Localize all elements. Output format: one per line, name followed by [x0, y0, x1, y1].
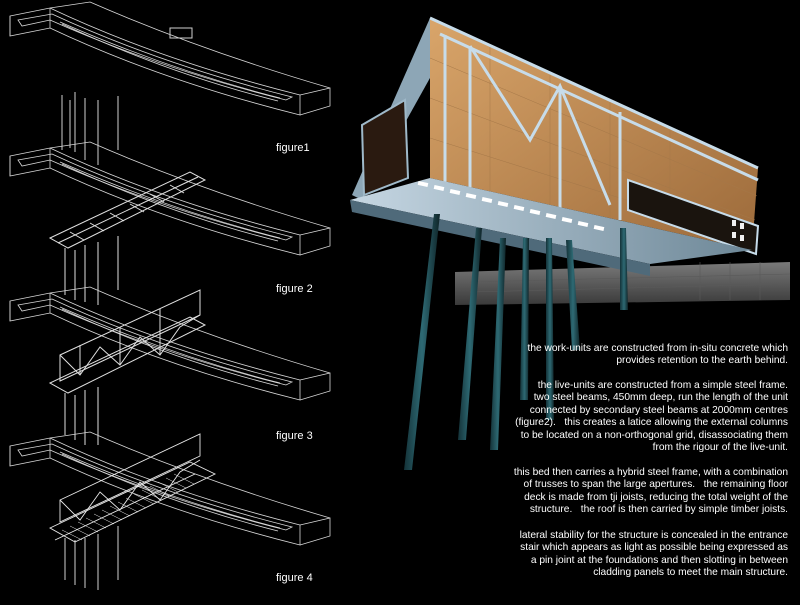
- end-window: [362, 100, 408, 195]
- text-line: this bed then carries a hybrid steel frame, with a combination: [513, 467, 788, 478]
- text-line: two steel beams, 450mm deep, run the length of the unit: [533, 392, 788, 404]
- figure-4-drawing: [10, 432, 330, 590]
- text-line: lateral stability for the structure is concealed in the entrance: [519, 530, 788, 541]
- text-line: cladding panels to meet the main structure.: [593, 567, 788, 579]
- figure-3-label: figure 3: [276, 430, 313, 442]
- text-line: stair which appears as light as possible being expressed as: [520, 542, 788, 554]
- paragraph-live-units: [515, 380, 788, 454]
- text-line: a pin joint at the foundations and then slotting in between: [530, 554, 788, 566]
- figure-2-label: figure 2: [276, 283, 313, 295]
- figure-3-drawing: [10, 287, 330, 445]
- paragraph-work-units: [528, 343, 788, 368]
- text-line: from the rigour of the live-unit.: [652, 442, 788, 454]
- text-line: of trusses to span the large apertures. the remaining floor: [523, 479, 788, 491]
- figure-1-drawing: [10, 2, 330, 165]
- svg-text:figure1: figure1: [276, 142, 310, 154]
- text-line: the work-units are constructed from in-situ concrete which: [527, 343, 788, 354]
- text-line: to be located on a non-orthogonal grid, disassociating them: [520, 429, 788, 441]
- figure-1-label: [276, 142, 310, 154]
- paragraph-steel-frame: [514, 467, 788, 517]
- figure-4-label: figure 4: [276, 572, 313, 584]
- figure-2-drawing: [10, 142, 330, 305]
- text-line: provides retention to the earth behind.: [616, 355, 788, 367]
- text-line: deck is made from tji joists, reducing the total weight of the: [524, 491, 788, 503]
- text-line: (figure2). this creates a latice allowing the external columns: [515, 417, 788, 429]
- paragraph-lateral-stability: [520, 530, 788, 580]
- text-line: the live-units are constructed from a simple steel frame.: [537, 380, 788, 391]
- text-line: structure. the roof is then carried by simple timber joists.: [529, 504, 788, 516]
- text-line: connected by secondary steel beams at 2000mm centres: [529, 404, 788, 416]
